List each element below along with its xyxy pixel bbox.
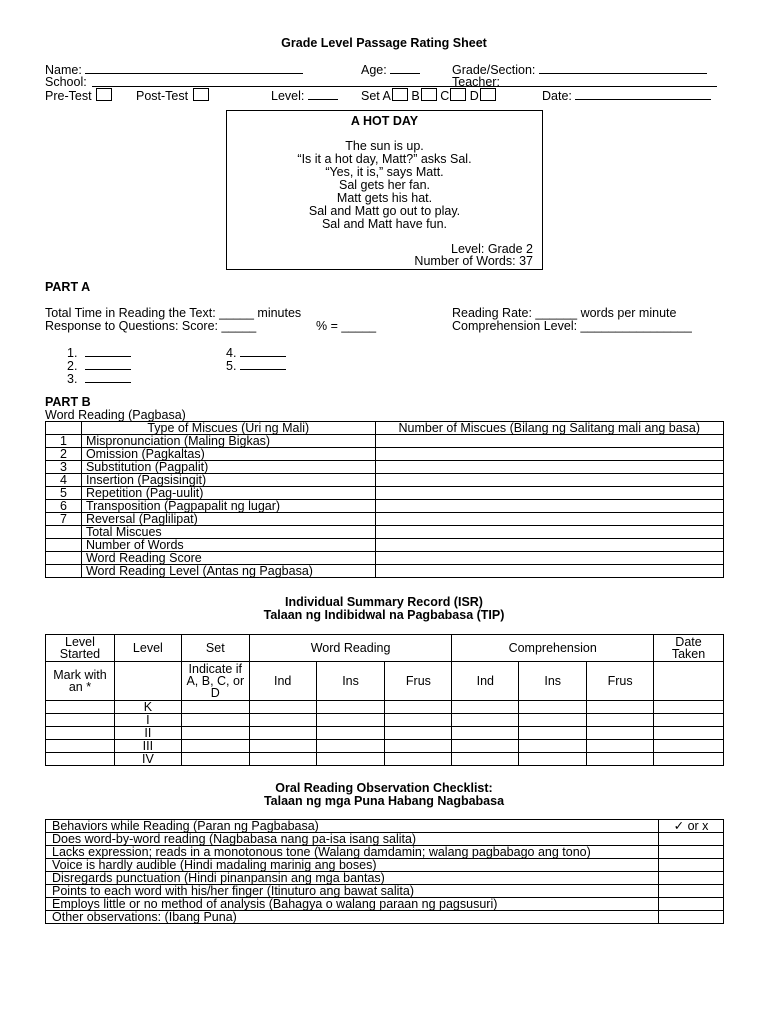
isr-cell[interactable]: [46, 753, 115, 766]
level-line: [308, 88, 338, 100]
date-field[interactable]: [542, 88, 711, 103]
passage-text: [227, 140, 542, 231]
isr-cell[interactable]: [587, 753, 654, 766]
checklist-mark-cell[interactable]: [659, 872, 724, 885]
isr-row: [46, 753, 724, 766]
row-number: 4: [46, 474, 82, 487]
table-row: [46, 435, 724, 448]
miscue-count-cell[interactable]: [375, 513, 723, 526]
miscue-count-cell[interactable]: [375, 539, 723, 552]
set-d-checkbox[interactable]: [480, 88, 496, 101]
checklist-header-row: [46, 820, 724, 833]
teacher-line: [505, 86, 717, 87]
isr-cell[interactable]: [654, 753, 724, 766]
col-subheader-mark: Mark with an *: [46, 662, 115, 701]
passage-line: “Yes, it is,” says Matt.: [325, 165, 444, 179]
checklist-item: Other observations: (Ibang Puna): [46, 911, 659, 924]
isr-cell[interactable]: [385, 701, 452, 714]
checklist-item: Lacks expression; reads in a monotonous tone (Walang damdamin; walang pagbabago ang tono): [46, 846, 659, 859]
miscue-label: Mispronunciation (Maling Bigkas): [81, 435, 375, 448]
posttest-label: Post-Test: [136, 89, 189, 103]
isr-cell[interactable]: [385, 727, 452, 740]
total-time-field[interactable]: Total Time in Reading the Text: _____ minutes: [45, 306, 302, 320]
passage-line: Matt gets his hat.: [336, 191, 433, 205]
name-label: Name:: [45, 63, 82, 77]
isr-cell[interactable]: [316, 753, 385, 766]
table-cell: [654, 662, 724, 701]
name-line: [85, 62, 303, 74]
isr-cell[interactable]: [46, 727, 115, 740]
table-row: [46, 552, 724, 565]
miscue-label: Substitution (Pagpalit): [81, 461, 375, 474]
isr-header-row: [46, 635, 724, 662]
table-row: [46, 448, 724, 461]
table-row: [46, 487, 724, 500]
isr-cell[interactable]: [452, 727, 519, 740]
row-number: 7: [46, 513, 82, 526]
col-header-comprehension: Comprehension: [452, 635, 654, 662]
level-field[interactable]: [271, 88, 338, 103]
checklist-title: Oral Reading Observation Checklist:: [275, 781, 493, 795]
answer-line: [85, 358, 131, 370]
col-header-mark: ✓ or x: [659, 820, 724, 833]
pretest-checkbox[interactable]: [96, 88, 112, 101]
miscue-count-cell[interactable]: [375, 435, 723, 448]
part-b-subheading: Word Reading (Pagbasa): [45, 408, 186, 422]
isr-level: I: [114, 714, 181, 727]
passage-line: “Is it a hot day, Matt?” asks Sal.: [297, 152, 472, 166]
isr-cell[interactable]: [249, 714, 316, 727]
col-header-level-started: Level Started: [46, 635, 115, 662]
miscue-count-cell[interactable]: [375, 448, 723, 461]
isr-cell[interactable]: [249, 701, 316, 714]
isr-cell[interactable]: [654, 727, 724, 740]
isr-cell[interactable]: [46, 701, 115, 714]
grade-section-line: [539, 62, 707, 74]
isr-table: [45, 634, 724, 766]
isr-row: [46, 740, 724, 753]
isr-cell[interactable]: [654, 740, 724, 753]
date-line: [575, 88, 711, 100]
response-score-field[interactable]: Response to Questions: Score: _____: [45, 319, 257, 333]
answer-3[interactable]: [67, 371, 131, 386]
posttest-checkbox[interactable]: [193, 88, 209, 101]
set-b-checkbox[interactable]: [421, 88, 437, 101]
checklist-mark-cell[interactable]: [659, 833, 724, 846]
isr-cell[interactable]: [519, 727, 587, 740]
table-row: [46, 474, 724, 487]
school-label: School:: [45, 75, 87, 89]
answer-line: [240, 358, 286, 370]
checklist-row: [46, 911, 724, 924]
isr-cell[interactable]: [249, 753, 316, 766]
col-subheader-ins: Ins: [316, 662, 385, 701]
miscue-count-cell[interactable]: [375, 461, 723, 474]
col-subheader-ind: Ind: [249, 662, 316, 701]
row-number: 1: [46, 435, 82, 448]
checklist-item: Does word-by-word reading (Nagbabasa nang pa-isa isang salita): [46, 833, 659, 846]
isr-cell[interactable]: [316, 740, 385, 753]
answer-5[interactable]: [226, 358, 286, 373]
answer-line: [240, 345, 286, 357]
isr-row: [46, 727, 724, 740]
isr-cell[interactable]: [181, 714, 249, 727]
isr-cell[interactable]: [519, 753, 587, 766]
answer-number: 3.: [67, 372, 78, 386]
school-line: [92, 86, 512, 87]
table-header-row: [46, 422, 724, 435]
col-header-type: Type of Miscues (Uri ng Mali): [81, 422, 375, 435]
checklist-row: [46, 859, 724, 872]
part-b-heading: PART B: [45, 395, 91, 409]
col-header-set: Set: [181, 635, 249, 662]
checklist-row: [46, 898, 724, 911]
age-label: Age:: [361, 63, 387, 77]
answer-number: 2.: [67, 359, 78, 373]
isr-cell[interactable]: [519, 701, 587, 714]
table-cell: [46, 422, 82, 435]
col-header-count: Number of Miscues (Bilang ng Salitang mali ang basa): [375, 422, 723, 435]
isr-cell[interactable]: [316, 727, 385, 740]
checklist-item: Voice is hardly audible (Hindi madaling marinig ang boses): [46, 859, 659, 872]
miscue-label: Word Reading Level (Antas ng Pagbasa): [81, 565, 375, 578]
col-subheader-frus: Frus: [587, 662, 654, 701]
set-field[interactable]: [361, 88, 496, 103]
posttest-field[interactable]: [136, 88, 209, 103]
set-d-label: D: [469, 89, 479, 103]
isr-cell[interactable]: [587, 727, 654, 740]
teacher-label: Teacher:: [452, 75, 500, 89]
row-number: [46, 539, 82, 552]
comprehension-level-field[interactable]: Comprehension Level: ________________: [452, 319, 692, 333]
miscue-count-cell[interactable]: [375, 474, 723, 487]
row-number: [46, 526, 82, 539]
miscue-label: Word Reading Score: [81, 552, 375, 565]
isr-cell[interactable]: [385, 753, 452, 766]
isr-cell[interactable]: [46, 714, 115, 727]
school-field[interactable]: [45, 75, 87, 89]
isr-cell[interactable]: [587, 714, 654, 727]
table-row: [46, 526, 724, 539]
miscue-count-cell[interactable]: [375, 500, 723, 513]
isr-cell[interactable]: [519, 714, 587, 727]
passage-level: Level: Grade 2: [451, 242, 533, 256]
col-header-date-taken: Date Taken: [654, 635, 724, 662]
checklist-mark-cell[interactable]: [659, 846, 724, 859]
grade-section-label: Grade/Section:: [452, 63, 536, 77]
set-c-label: C: [440, 89, 450, 103]
isr-cell[interactable]: [385, 740, 452, 753]
isr-cell[interactable]: [249, 727, 316, 740]
passage-word-count: Number of Words: 37: [414, 254, 533, 268]
checklist-mark-cell[interactable]: [659, 859, 724, 872]
checklist-table: [45, 819, 724, 924]
col-header-word-reading: Word Reading: [249, 635, 452, 662]
answer-number: 5.: [226, 359, 237, 373]
checklist-item: Points to each word with his/her finger (Itinuturo ang bawat salita): [46, 885, 659, 898]
checklist-row: [46, 833, 724, 846]
table-row: [46, 539, 724, 552]
isr-cell[interactable]: [587, 740, 654, 753]
date-label: Date:: [542, 89, 572, 103]
miscue-label: Transposition (Pagpapalit ng lugar): [81, 500, 375, 513]
col-subheader-ind: Ind: [452, 662, 519, 701]
isr-cell[interactable]: [316, 714, 385, 727]
passage-line: Sal gets her fan.: [338, 178, 431, 192]
col-header-level: Level: [114, 635, 181, 662]
miscue-count-cell[interactable]: [375, 565, 723, 578]
pretest-field[interactable]: [45, 88, 112, 103]
isr-cell[interactable]: [654, 714, 724, 727]
isr-cell[interactable]: [519, 740, 587, 753]
isr-cell[interactable]: [46, 740, 115, 753]
isr-cell[interactable]: [181, 753, 249, 766]
answer-number: 1.: [67, 346, 78, 360]
set-a-label: Set A: [361, 89, 391, 103]
miscue-label: Total Miscues: [81, 526, 375, 539]
isr-cell[interactable]: [452, 714, 519, 727]
isr-level: III: [114, 740, 181, 753]
isr-cell[interactable]: [452, 753, 519, 766]
miscue-count-cell[interactable]: [375, 552, 723, 565]
table-cell: [114, 662, 181, 701]
isr-cell[interactable]: [249, 740, 316, 753]
set-b-label: B: [411, 89, 420, 103]
miscue-label: Reversal (Paglilipat): [81, 513, 375, 526]
passage-line: Sal and Matt have fun.: [321, 217, 448, 231]
miscue-label: Repetition (Pag-uulit): [81, 487, 375, 500]
checklist-item: Employs little or no method of analysis (Bahagya o walang paraan ng pagsusuri): [46, 898, 659, 911]
isr-level: II: [114, 727, 181, 740]
page-title: Grade Level Passage Rating Sheet: [281, 36, 487, 50]
isr-cell[interactable]: [452, 701, 519, 714]
set-a-checkbox[interactable]: [392, 88, 408, 101]
table-row: [46, 565, 724, 578]
row-number: 2: [46, 448, 82, 461]
checklist-mark-cell[interactable]: [659, 911, 724, 924]
col-subheader-indicate: Indicate if A, B, C, or D: [181, 662, 249, 701]
reading-rate-field[interactable]: Reading Rate: ______ words per minute: [452, 306, 677, 320]
row-number: 5: [46, 487, 82, 500]
answer-line: [85, 345, 131, 357]
isr-cell[interactable]: [316, 701, 385, 714]
checklist-mark-cell[interactable]: [659, 898, 724, 911]
col-subheader-frus: Frus: [385, 662, 452, 701]
passage-box: [226, 110, 543, 270]
isr-level: IV: [114, 753, 181, 766]
checklist-item: Disregards punctuation (Hindi pinanpansin ang mga bantas): [46, 872, 659, 885]
age-line: [390, 62, 420, 74]
row-number: [46, 552, 82, 565]
answer-number: 4.: [226, 346, 237, 360]
isr-level: K: [114, 701, 181, 714]
table-row: [46, 513, 724, 526]
isr-row: [46, 714, 724, 727]
passage-line: The sun is up.: [345, 139, 424, 153]
miscue-count-cell[interactable]: [375, 526, 723, 539]
isr-cell[interactable]: [587, 701, 654, 714]
level-label: Level:: [271, 89, 305, 103]
pretest-label: Pre-Test: [45, 89, 92, 103]
isr-cell[interactable]: [385, 714, 452, 727]
passage-line: Sal and Matt go out to play.: [308, 204, 461, 218]
col-subheader-ins: Ins: [519, 662, 587, 701]
isr-cell[interactable]: [181, 727, 249, 740]
miscue-label: Omission (Pagkaltas): [81, 448, 375, 461]
age-field[interactable]: [361, 62, 420, 77]
isr-cell[interactable]: [181, 740, 249, 753]
row-number: 3: [46, 461, 82, 474]
percent-field[interactable]: % = _____: [316, 319, 377, 333]
isr-subtitle: Talaan ng Indibidwal na Pagbabasa (TIP): [263, 608, 505, 622]
isr-cell[interactable]: [452, 740, 519, 753]
set-c-checkbox[interactable]: [450, 88, 466, 101]
table-row: [46, 500, 724, 513]
checklist-subtitle: Talaan ng mga Puna Habang Nagbabasa: [263, 794, 505, 808]
answer-line: [85, 371, 131, 383]
isr-cell[interactable]: [654, 701, 724, 714]
miscue-count-cell[interactable]: [375, 487, 723, 500]
checklist-row: [46, 885, 724, 898]
checklist-mark-cell[interactable]: [659, 885, 724, 898]
row-number: 6: [46, 500, 82, 513]
miscues-table: [45, 421, 724, 578]
checklist-row: [46, 846, 724, 859]
part-a-heading: PART A: [45, 280, 91, 294]
isr-subheader-row: [46, 662, 724, 701]
col-header-behaviors: Behaviors while Reading (Paran ng Pagbabasa): [46, 820, 659, 833]
teacher-field[interactable]: [452, 75, 500, 89]
miscue-label: Number of Words: [81, 539, 375, 552]
miscue-label: Insertion (Pagsisingit): [81, 474, 375, 487]
isr-row: [46, 701, 724, 714]
table-row: [46, 461, 724, 474]
passage-title: A HOT DAY: [350, 114, 419, 128]
isr-cell[interactable]: [181, 701, 249, 714]
checklist-row: [46, 872, 724, 885]
row-number: [46, 565, 82, 578]
isr-title: Individual Summary Record (ISR): [285, 595, 483, 609]
